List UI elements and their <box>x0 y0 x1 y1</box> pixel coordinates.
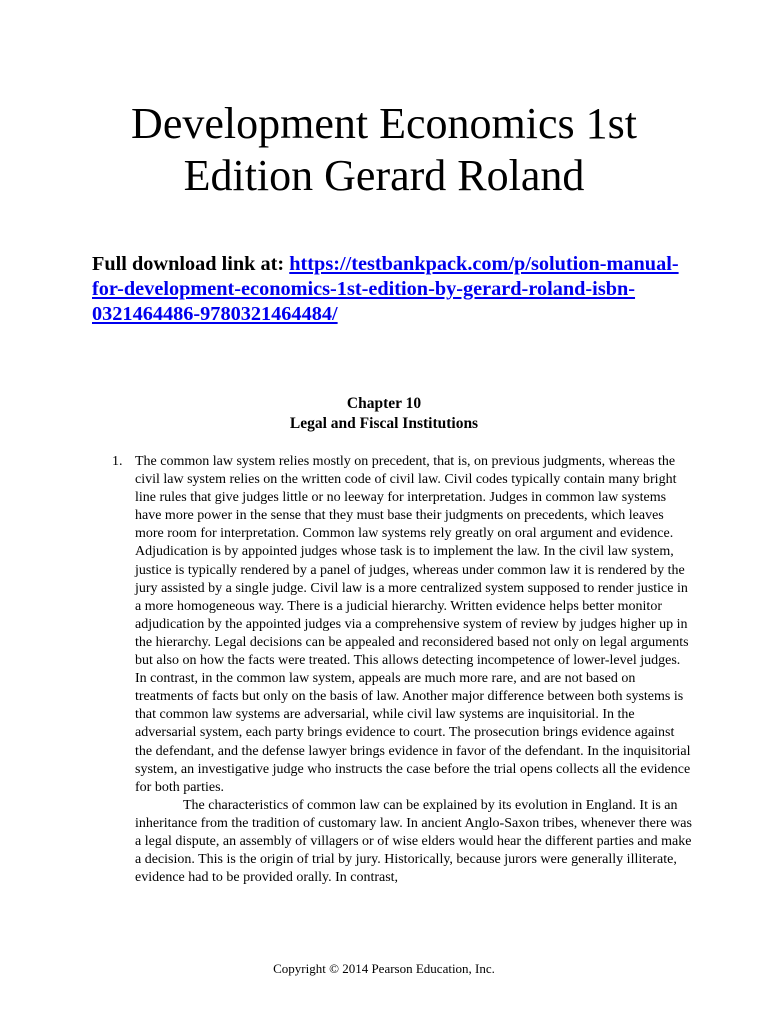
download-link[interactable]: https://testbankpack.com/p/solution-manual-for-development-economics-1st-edition-by-gerard-roland-isbn-0321464486-9780321464484/ <box>92 253 679 325</box>
item-paragraph-1: The common law system relies mostly on precedent, that is, on previous judgments, whereas the civil law system relies on the written code of civil law. Civil codes typically contain many bright line rules that give judges little or no leeway for interpretation. Judges in common law systems have more power in the sense that they must base their judgments on precedents, which leaves more room for interpretation. Common law systems rely greatly on oral argument and evidence. Adjudication is by appointed judges whose task is to implement the law. In the civil law system, justice is typically rendered by a panel of judges, whereas under common law it is rendered by the jury assisted by a single judge. Civil law is a more centralized system supposed to render justice in a more homogeneous way. There is a judicial hierarchy. Written evidence helps better monitor adjudication by the appointed judges via a comprehensive system of review by judges higher up in the hierarchy. Legal decisions can be appealed and reconsidered based not only on legal arguments but also on how the facts were treated. This allows detecting incompetence of lower-level judges. In contrast, in the common law system, appeals are much more rare, and are not based on treatments of facts but only on the basis of law. Another major difference between both systems is that common law systems are adversarial, while civil law systems are inquisitorial. In the adversarial system, each party brings evidence to court. The prosecution brings evidence against the defendant, and the defense lawyer brings evidence in favor of the defendant. In the inquisitorial system, an investigative judge who instructs the case before the trial opens collects all the evidence for both parties. <box>135 454 691 795</box>
chapter-heading <box>0 394 768 434</box>
document-title-line-2: Edition Gerard Roland <box>183 151 585 200</box>
list-item <box>112 453 692 887</box>
document-title <box>40 98 728 202</box>
copyright-footer: Copyright © 2014 Pearson Education, Inc. <box>273 961 495 976</box>
chapter-label: Chapter 10 <box>346 395 422 412</box>
download-line <box>92 252 692 327</box>
item-number: 1. <box>112 454 123 469</box>
chapter-title: Legal and Fiscal Institutions <box>289 415 479 432</box>
item-paragraph-2: The characteristics of common law can be explained by its evolution in England. It is an inheritance from the tradition of customary law. In ancient Anglo-Saxon tribes, whenever there was a legal dispute, an assembly of villagers or of wise elders would hear the different parties and make a decision. This is the origin of trial by jury. Historically, because jurors were generally illiterate, evidence had to be provided orally. In contrast, <box>135 797 692 886</box>
download-prefix: Full download link at: <box>92 253 290 275</box>
document-body <box>112 453 692 887</box>
document-title-line-1: Development Economics 1st <box>131 99 637 148</box>
